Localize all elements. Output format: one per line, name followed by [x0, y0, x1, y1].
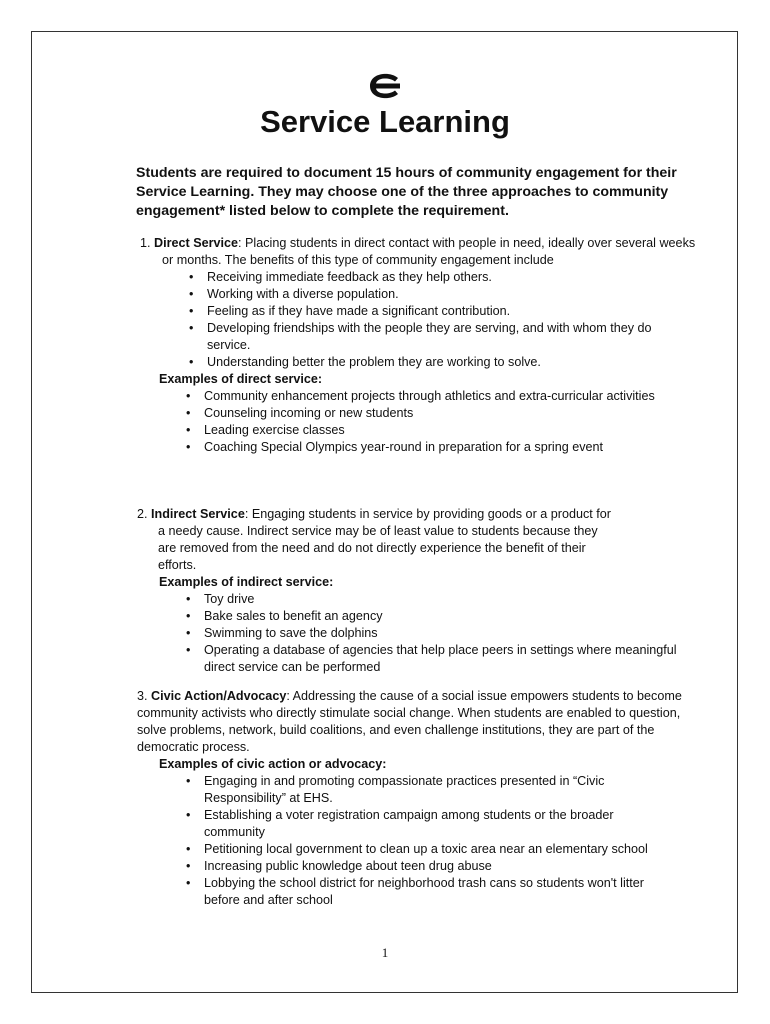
- bullet-icon: •: [189, 287, 194, 301]
- direct-service-heading: Direct Service: [154, 236, 239, 250]
- direct-service-section: [137, 235, 697, 456]
- direct-service-examples-heading: Examples of direct service:: [159, 372, 323, 386]
- list-item: • Working with a diverse population.: [189, 287, 399, 301]
- bullet-icon: •: [186, 774, 191, 788]
- page-title: Service Learning: [260, 104, 510, 139]
- list-item: • Feeling as if they have made a significant contribution.: [189, 304, 511, 318]
- bullet-icon: •: [186, 423, 191, 437]
- list-item: • Receiving immediate feedback as they help others.: [189, 270, 492, 284]
- list-item: • Understanding better the problem they are working to solve.: [189, 355, 541, 369]
- direct-service-benefits-list: [137, 269, 697, 371]
- indirect-service-paragraph: [137, 506, 613, 574]
- page-number: 1: [381, 945, 389, 960]
- direct-service-paragraph: [137, 235, 697, 269]
- list-item: • Leading exercise classes: [186, 423, 345, 437]
- bullet-icon: •: [186, 643, 191, 657]
- bullet-icon: •: [186, 389, 191, 403]
- list-item: • Establishing a voter registration campaign among students or the broader community: [186, 808, 614, 839]
- list-item: • Engaging in and promoting compassionate practices presented in “Civic Responsibility” at EHS.: [186, 774, 605, 805]
- civic-action-examples-list: [137, 773, 664, 909]
- civic-action-paragraph: [137, 688, 697, 756]
- list-item: • Lobbying the school district for neighborhood trash cans so students won't litter before and after school: [186, 876, 644, 907]
- indirect-service-heading: Indirect Service: [151, 507, 245, 521]
- list-item: • Developing friendships with the people they are serving, and with whom they do service.: [189, 321, 652, 352]
- list-item: • Community enhancement projects through athletics and extra-curricular activities: [186, 389, 655, 403]
- indirect-service-section: [137, 506, 697, 676]
- list-item: • Bake sales to benefit an agency: [186, 609, 383, 623]
- bullet-icon: •: [186, 440, 191, 454]
- list-item: • Counseling incoming or new students: [186, 406, 414, 420]
- indirect-service-examples-heading: Examples of indirect service:: [159, 575, 334, 589]
- bullet-icon: •: [189, 270, 194, 284]
- list-item: • Swimming to save the dolphins: [186, 626, 378, 640]
- direct-service-description: : Placing students in direct contact with people in need, ideally over several weeks or months. The benefits of this type of community engagement include: [162, 236, 696, 267]
- bullet-icon: •: [186, 859, 191, 873]
- intro-paragraph: Students are required to document 15 hours of community engagement for their Service Learning. They may choose one of the three approaches to community engagement* listed below to complete the requirement.: [136, 165, 677, 219]
- direct-service-examples-list: [137, 388, 697, 456]
- bullet-icon: •: [186, 626, 191, 640]
- list-item: • Coaching Special Olympics year-round in preparation for a spring event: [186, 440, 604, 454]
- bullet-icon: •: [186, 609, 191, 623]
- section-number: 2.: [137, 507, 148, 521]
- civic-action-description: : Addressing the cause of a social issue empowers students to become community activists who directly stimulate social change. When students are enabled to question, solve problems, network, build coalitions, and even challenge institutions, they are part of the democratic process.: [137, 689, 682, 754]
- section-number: 1.: [140, 236, 151, 250]
- bullet-icon: •: [186, 842, 191, 856]
- bullet-icon: •: [189, 304, 194, 318]
- bullet-icon: •: [186, 592, 191, 606]
- bullet-icon: •: [189, 321, 194, 335]
- section-number: 3.: [137, 689, 148, 703]
- bullet-icon: •: [189, 355, 194, 369]
- bullet-icon: •: [186, 406, 191, 420]
- civic-action-heading: Civic Action/Advocacy: [151, 689, 287, 703]
- indirect-service-examples-list: [137, 591, 697, 676]
- school-e-logo-icon: [0, 73, 770, 104]
- list-item: • Toy drive: [186, 592, 255, 606]
- bullet-icon: •: [186, 876, 191, 890]
- list-item: • Increasing public knowledge about teen drug abuse: [186, 859, 492, 873]
- civic-action-section: [137, 688, 697, 909]
- civic-action-examples-heading: Examples of civic action or advocacy:: [159, 757, 387, 771]
- indirect-service-description: : Engaging students in service by providing goods or a product for a needy cause. Indirect service may be of least value to students because they are removed from the need and do not directly experience the benefit of their efforts.: [158, 507, 611, 572]
- list-item: • Petitioning local government to clean up a toxic area near an elementary school: [186, 842, 648, 856]
- list-item: • Operating a database of agencies that help place peers in settings where meaningful direct service can be performed: [186, 643, 677, 674]
- bullet-icon: •: [186, 808, 191, 822]
